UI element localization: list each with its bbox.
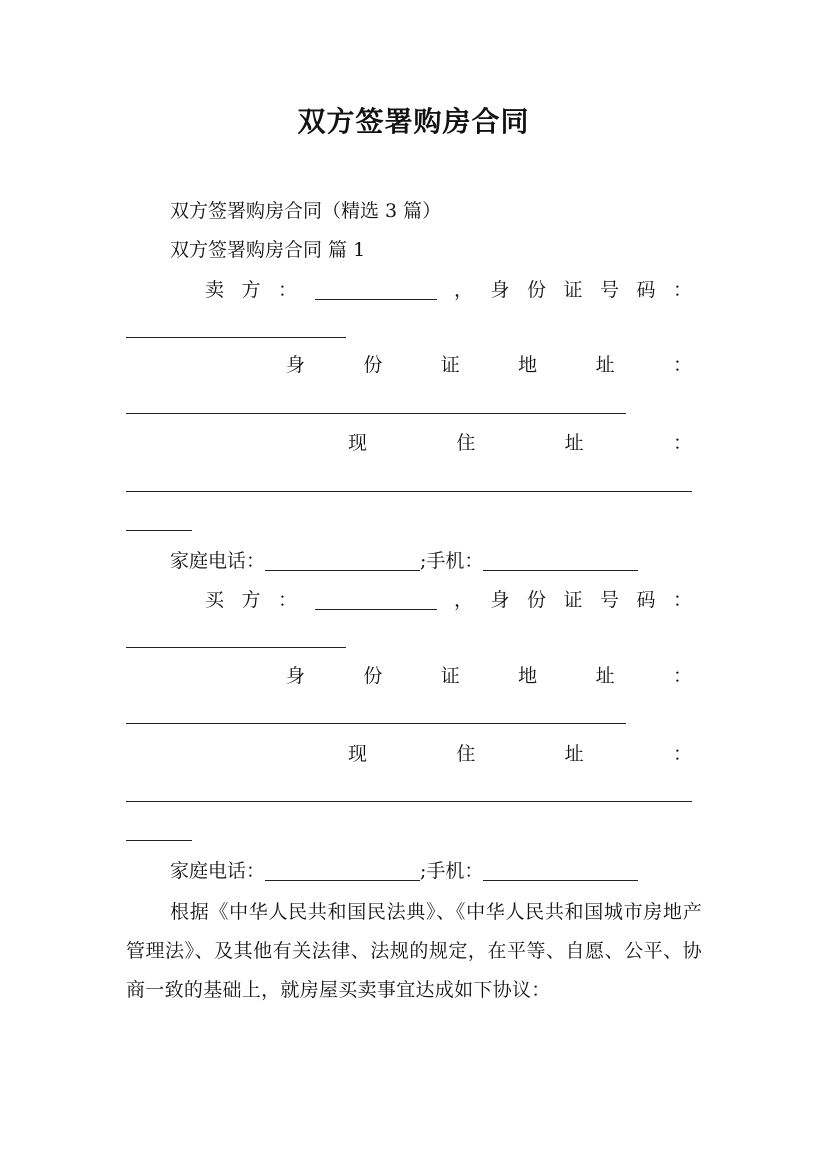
- seller-label-char: ，: [453, 279, 473, 301]
- seller-id-address-char: 地: [518, 354, 538, 376]
- seller-current-address-char: ：: [672, 432, 692, 454]
- buyer-current-address-char: 现: [348, 743, 368, 765]
- buyer-id-address-char: 份: [363, 665, 383, 687]
- seller-label-char: ：: [672, 279, 692, 301]
- seller-label-char: 卖: [205, 279, 225, 301]
- seller-current-address-row: [348, 434, 692, 453]
- buyer-id-number-blank[interactable]: [126, 647, 346, 648]
- seller-label-char: 身: [490, 279, 510, 301]
- buyer-current-address-char: ：: [672, 743, 692, 765]
- seller-id-address-char: 份: [363, 354, 383, 376]
- seller-id-address-char: 址: [595, 354, 615, 376]
- seller-label-char: 方: [241, 279, 261, 301]
- buyer-home-phone-label: 家庭电话：: [170, 860, 266, 882]
- buyer-phone-row: [170, 862, 638, 881]
- seller-current-address-char: 住: [456, 432, 476, 454]
- buyer-id-address-blank[interactable]: [126, 723, 626, 724]
- seller-id-address-char: 身: [286, 354, 306, 376]
- seller-label-char: 份: [526, 279, 546, 301]
- buyer-current-address-char: 住: [456, 743, 476, 765]
- buyer-id-address-char: 证: [440, 665, 460, 687]
- seller-id-address-row: [286, 356, 692, 375]
- seller-current-address-char: 现: [348, 432, 368, 454]
- seller-phone-separator: ;: [420, 550, 427, 572]
- buyer-label-char: 买: [205, 589, 225, 611]
- buyer-id-address-row: [286, 667, 692, 686]
- buyer-label-char: 身: [490, 589, 510, 611]
- buyer-current-address-char: 址: [564, 743, 584, 765]
- buyer-current-address-blank-1[interactable]: [126, 801, 692, 802]
- seller-home-phone-blank[interactable]: [265, 552, 420, 571]
- buyer-label-char: 份: [526, 589, 546, 611]
- seller-label-char: 码: [636, 279, 656, 301]
- document-title: 双方签署购房合同: [297, 105, 530, 138]
- seller-mobile-label: 手机：: [426, 550, 484, 572]
- seller-current-address-char: 址: [564, 432, 584, 454]
- seller-current-address-blank-2[interactable]: [126, 530, 192, 531]
- intro-line: 双方签署购房合同（精选 3 篇）: [170, 200, 442, 222]
- buyer-home-phone-blank[interactable]: [265, 862, 420, 881]
- seller-label-char: 证: [563, 279, 583, 301]
- buyer-id-address-char: 身: [286, 665, 306, 687]
- seller-home-phone-label: 家庭电话：: [170, 550, 266, 572]
- buyer-mobile-label: 手机：: [426, 860, 484, 882]
- seller-name-blank[interactable]: [315, 281, 437, 300]
- buyer-label-char: 方: [241, 589, 261, 611]
- seller-id-address-char: ：: [672, 354, 692, 376]
- seller-id-address-blank[interactable]: [126, 413, 626, 414]
- seller-id-number-blank[interactable]: [126, 337, 346, 338]
- section-heading: 双方签署购房合同 篇 1: [170, 239, 366, 261]
- buyer-id-row: [205, 591, 692, 610]
- buyer-label-char: 号: [599, 589, 619, 611]
- buyer-current-address-blank-2[interactable]: [126, 840, 192, 841]
- buyer-label-char: 码: [636, 589, 656, 611]
- seller-current-address-blank-1[interactable]: [126, 491, 692, 492]
- seller-id-row: [205, 281, 692, 300]
- seller-id-address-char: 证: [440, 354, 460, 376]
- buyer-label-char: ：: [278, 589, 298, 611]
- buyer-current-address-row: [348, 745, 692, 764]
- buyer-name-blank[interactable]: [315, 591, 437, 610]
- seller-label-char: 号: [599, 279, 619, 301]
- seller-label-char: ：: [278, 279, 298, 301]
- buyer-label-char: ：: [672, 589, 692, 611]
- buyer-label-char: 证: [563, 589, 583, 611]
- seller-phone-row: [170, 552, 638, 571]
- buyer-mobile-blank[interactable]: [483, 862, 638, 881]
- agreement-paragraph: 根据《中华人民共和国民法典》、《中华人民共和国城市房地产管理法》、及其他有关法律、法规的规定，在平等、自愿、公平、协商一致的基础上，就房屋买卖事宜达成如下协议：: [126, 901, 702, 1001]
- buyer-id-address-char: 址: [595, 665, 615, 687]
- buyer-phone-separator: ;: [420, 860, 427, 882]
- buyer-label-char: ，: [453, 589, 473, 611]
- seller-mobile-blank[interactable]: [483, 552, 638, 571]
- buyer-id-address-char: ：: [672, 665, 692, 687]
- buyer-id-address-char: 地: [518, 665, 538, 687]
